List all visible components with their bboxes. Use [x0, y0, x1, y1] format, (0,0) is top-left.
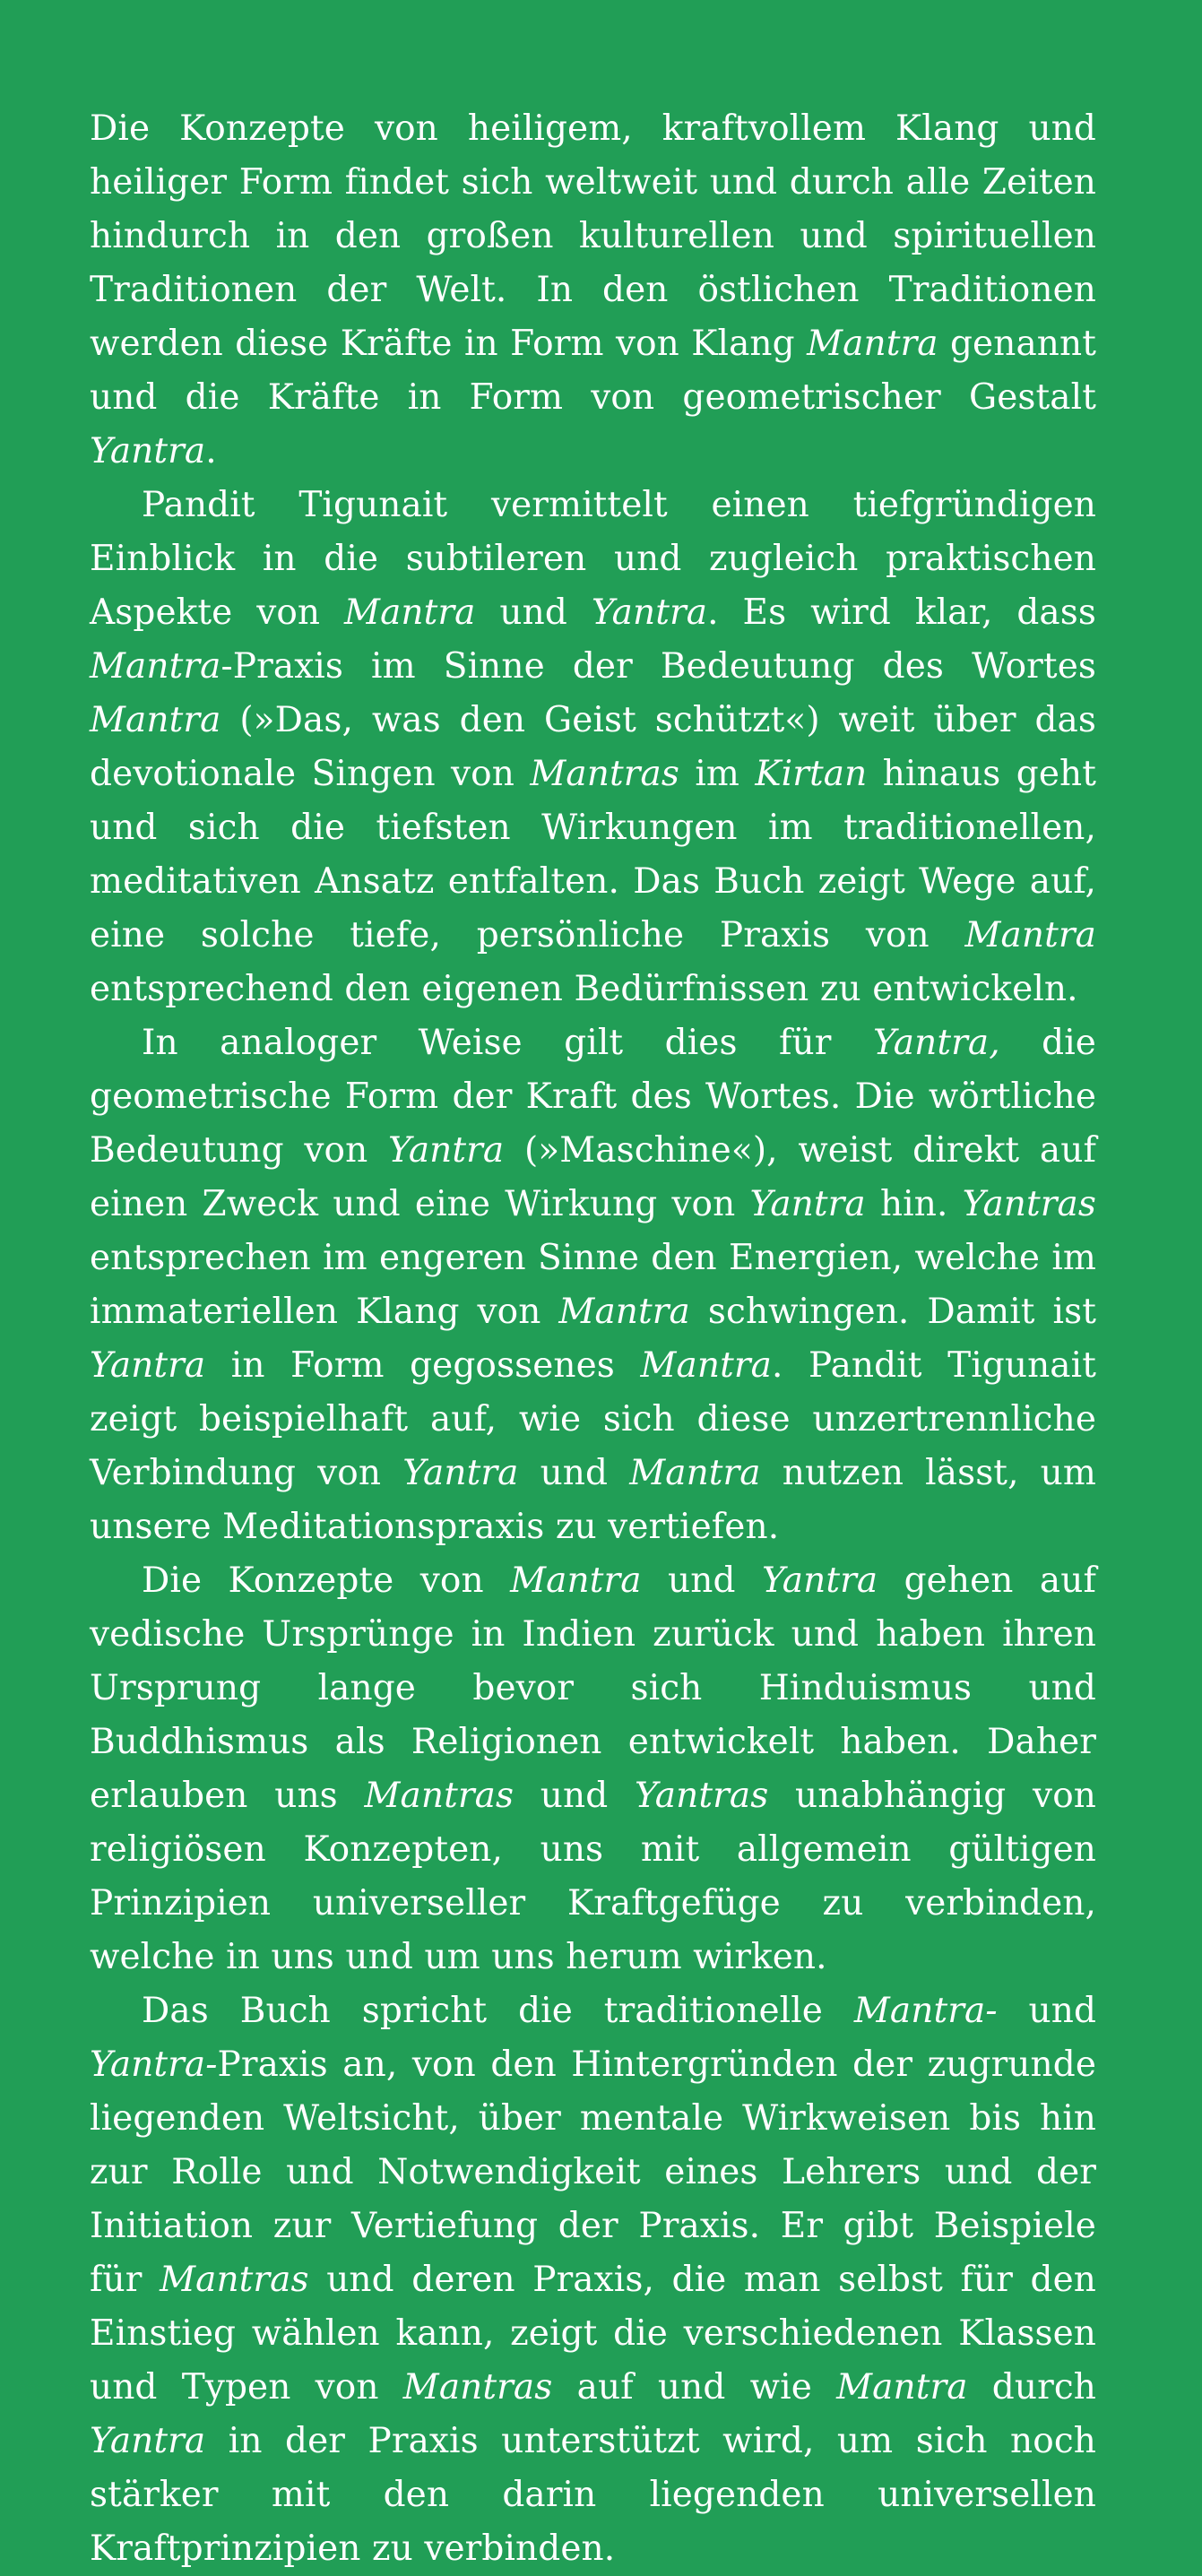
italic-term: Mantra: [510, 1560, 642, 1601]
italic-term: Mantra: [836, 2367, 968, 2407]
text-run: Die Konzepte von: [142, 1560, 511, 1601]
italic-term: Yantra: [591, 592, 708, 633]
text-run: hinaus geht und sich die tiefsten Wirkungen im traditionellen, meditativen Ansatz entfalten. Das Buch zeigt Wege auf, eine solche tiefe, persönliche Praxis von: [90, 754, 1097, 955]
text-run: gehen auf vedische Ursprünge in Indien zurück und haben ihren Ursprung lange bevor sich Hinduismus und Buddhismus als Religionen entwickelt haben. Daher erlauben uns: [90, 1560, 1096, 1816]
text-run: Praxis an, von den Hintergründen der zugrunde liegenden Weltsicht, über mentale Wirkweisen bis hin zur Rolle und Notwendigkeit eines Lehrers und der Initiation zur Vertiefung der Praxis. Er gibt Beispiele für: [90, 2044, 1096, 2300]
text-run: Das Buch spricht die traditionelle: [142, 1991, 854, 2031]
paragraph-3: [90, 1016, 1096, 1554]
text-run: entsprechen im engeren Sinne den Energien, welche im immateriellen Klang von: [90, 1238, 1096, 1332]
text-run: die geometrische Form der Kraft des Wortes. Die wörtliche Bedeutung von: [90, 1023, 1096, 1171]
text-run: nutzen lässt, um unsere Meditationspraxis zu vertiefen.: [90, 1453, 1096, 1547]
text-run: . Pandit Tigunait zeigt beispielhaft auf, wie sich diese unzertrennliche Verbindung von: [90, 1345, 1096, 1493]
italic-term: Yantra-: [90, 2044, 218, 2085]
text-run: -Praxis im Sinne der Bedeutung des Wortes: [221, 646, 1096, 687]
text-run: durch: [967, 2367, 1096, 2407]
italic-term: Yantra: [90, 1345, 206, 1386]
italic-term: Mantra: [90, 700, 221, 740]
text-run: schwingen. Damit ist: [689, 1292, 1096, 1332]
italic-term: Yantra: [90, 431, 206, 471]
italic-term: Mantras: [364, 1776, 515, 1816]
italic-term: Mantra: [558, 1292, 690, 1332]
text-run: entsprechend den eigenen Bedürfnissen zu entwickeln.: [90, 969, 1078, 1009]
italic-term: Yantra: [388, 1130, 505, 1171]
italic-term: Yantra: [761, 1560, 878, 1601]
text-run: Pandit Tigunait vermittelt einen tiefgründigen Einblick in die subtileren und zugleich praktischen Aspekte von: [90, 485, 1096, 633]
text-run: . Es wird klar, dass: [707, 592, 1097, 633]
italic-term: Mantras: [160, 2260, 309, 2300]
italic-term: Yantras: [962, 1184, 1096, 1224]
text-run: genannt und die Kräfte in Form von geometrischer Gestalt: [90, 324, 1097, 418]
text-run: in der Praxis unterstützt wird, um sich noch stärker mit den darin liegenden universellen Kraftprinzipien zu verbinden.: [90, 2421, 1096, 2569]
text-run: im: [679, 754, 756, 794]
paragraph-5: [90, 1984, 1096, 2576]
text-run: und deren Praxis, die man selbst für den Einstieg wählen kann, zeigt die verschiedenen Klassen und Typen von: [90, 2260, 1096, 2407]
text-run: in Form gegossenes: [205, 1345, 641, 1386]
paragraph-2: [90, 479, 1096, 1016]
text-run: und: [514, 1776, 635, 1816]
text-run: (»Maschine«), weist direkt auf einen Zweck und eine Wirkung von: [90, 1130, 1096, 1224]
text-run: hin.: [865, 1184, 963, 1224]
italic-term: Yantras: [634, 1776, 769, 1816]
text-run: und: [475, 592, 592, 633]
text-run: Die Konzepte von heiligem, kraftvollem Klang und heiliger Form findet sich weltweit und durch alle Zeiten hindurch in den großen kulturellen und spirituellen Traditionen der Welt. In den östlichen Traditionen werden diese Kräfte in Form von Klang: [90, 108, 1096, 364]
paragraph-1: [90, 102, 1096, 479]
text-run: unabhängig von religiösen Konzepten, uns mit allgemein gültigen Prinzipien universeller Kraftgefüge zu verbinden, welche in uns und um uns herum wirken.: [90, 1776, 1096, 1977]
text-run: und: [641, 1560, 762, 1601]
italic-term: Mantra: [964, 915, 1096, 955]
text-run: und: [518, 1453, 630, 1493]
italic-term: Mantra: [640, 1345, 772, 1386]
blurb-text: [90, 102, 1096, 2576]
text-run: auf und wie: [552, 2367, 837, 2407]
italic-term: Kirtan: [755, 754, 868, 794]
text-run: In analoger Weise gilt dies für: [142, 1023, 873, 1063]
italic-term: Yantra,: [872, 1023, 1000, 1063]
paragraph-4: [90, 1554, 1096, 1984]
italic-term: Mantra-: [853, 1991, 998, 2031]
text-run: .: [205, 431, 217, 471]
italic-term: Mantras: [530, 754, 679, 794]
italic-term: Mantra: [90, 646, 221, 687]
italic-term: Yantra: [90, 2421, 206, 2461]
text-run: (»Das, was den Geist schützt«) weit über das devotionale Singen von: [90, 700, 1096, 794]
italic-term: Mantra: [807, 324, 938, 364]
text-run: und: [997, 1991, 1097, 2031]
italic-term: Mantra: [629, 1453, 761, 1493]
italic-term: Yantra: [749, 1184, 866, 1224]
italic-term: Yantra: [402, 1453, 519, 1493]
italic-term: Mantras: [402, 2367, 553, 2407]
italic-term: Mantra: [344, 592, 476, 633]
